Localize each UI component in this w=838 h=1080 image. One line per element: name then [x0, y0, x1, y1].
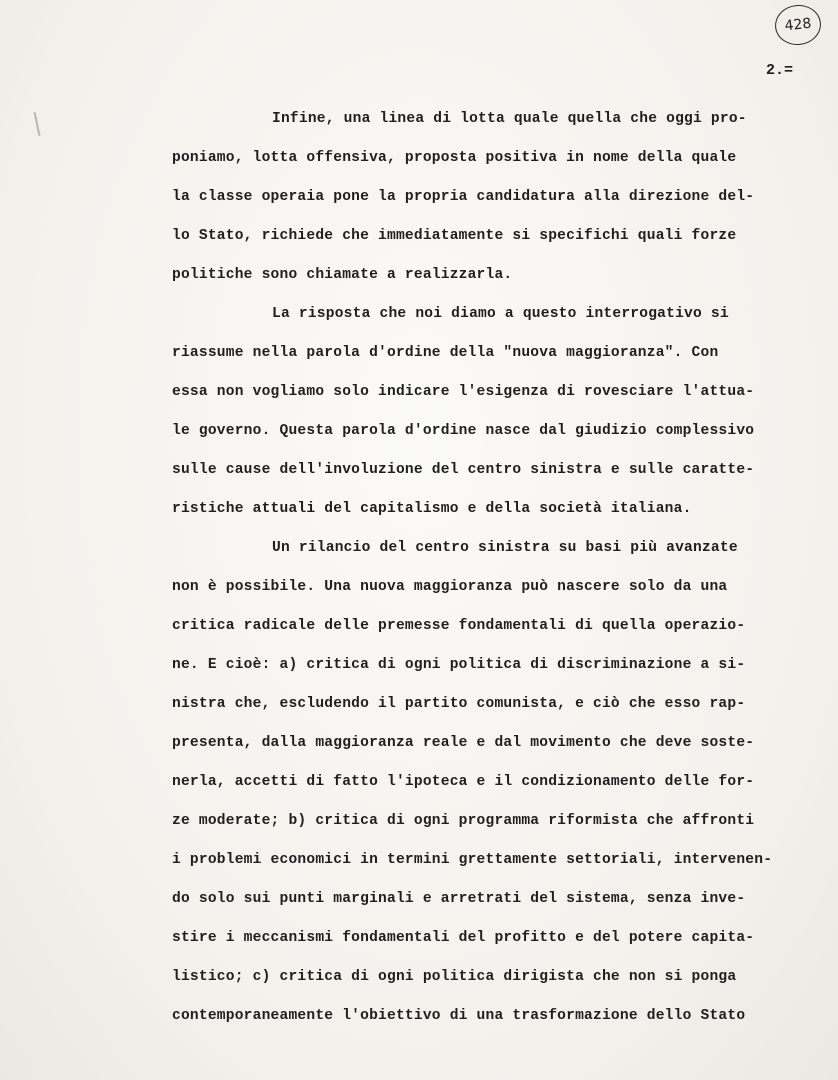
text-line: critica radicale delle premesse fondamentali di quella operazio- — [172, 618, 746, 634]
text-line: nistra che, escludendo il partito comunista, e ciò che esso rap- — [172, 696, 746, 712]
text-line: Infine, una linea di lotta quale quella che oggi pro- — [272, 111, 747, 127]
text-line: riassume nella parola d'ordine della "nuova maggioranza". Con — [172, 345, 719, 361]
page-number: 2.= — [766, 62, 794, 79]
text-line: lo Stato, richiede che immediatamente si specifichi quali forze — [172, 228, 737, 244]
text-line: stire i meccanismi fondamentali del profitto e del potere capita- — [172, 930, 755, 946]
text-line: essa non vogliamo solo indicare l'esigenza di rovesciare l'attua- — [172, 384, 755, 400]
text-line: presenta, dalla maggioranza reale e dal movimento che deve soste- — [172, 735, 755, 751]
text-line: contemporaneamente l'obiettivo di una trasformazione dello Stato — [172, 1008, 746, 1024]
text-line: le governo. Questa parola d'ordine nasce dal giudizio complessivo — [172, 423, 755, 439]
text-line: Un rilancio del centro sinistra su basi più avanzate — [272, 540, 738, 556]
text-line: do solo sui punti marginali e arretrati del sistema, senza inve- — [172, 891, 746, 907]
text-line: non è possibile. Una nuova maggioranza può nascere solo da una — [172, 579, 728, 595]
text-line: ristiche attuali del capitalismo e della società italiana. — [172, 501, 692, 517]
margin-mark — [34, 112, 41, 136]
archive-stamp: 428 — [773, 3, 823, 48]
text-line: politiche sono chiamate a realizzarla. — [172, 267, 513, 283]
text-line: La risposta che noi diamo a questo interrogativo si — [272, 306, 729, 322]
text-line: sulle cause dell'involuzione del centro sinistra e sulle caratte- — [172, 462, 755, 478]
text-line: ze moderate; b) critica di ogni programma riformista che affronti — [172, 813, 755, 829]
text-line: poniamo, lotta offensiva, proposta positiva in nome della quale — [172, 150, 737, 166]
text-line: la classe operaia pone la propria candidatura alla direzione del- — [172, 189, 755, 205]
text-line: listico; c) critica di ogni politica dirigista che non si ponga — [172, 969, 737, 985]
text-line: ne. E cioè: a) critica di ogni politica di discriminazione a si- — [172, 657, 746, 673]
text-line: i problemi economici in termini grettamente settoriali, intervenen- — [172, 852, 773, 868]
text-line: nerla, accetti di fatto l'ipoteca e il condizionamento delle for- — [172, 774, 755, 790]
